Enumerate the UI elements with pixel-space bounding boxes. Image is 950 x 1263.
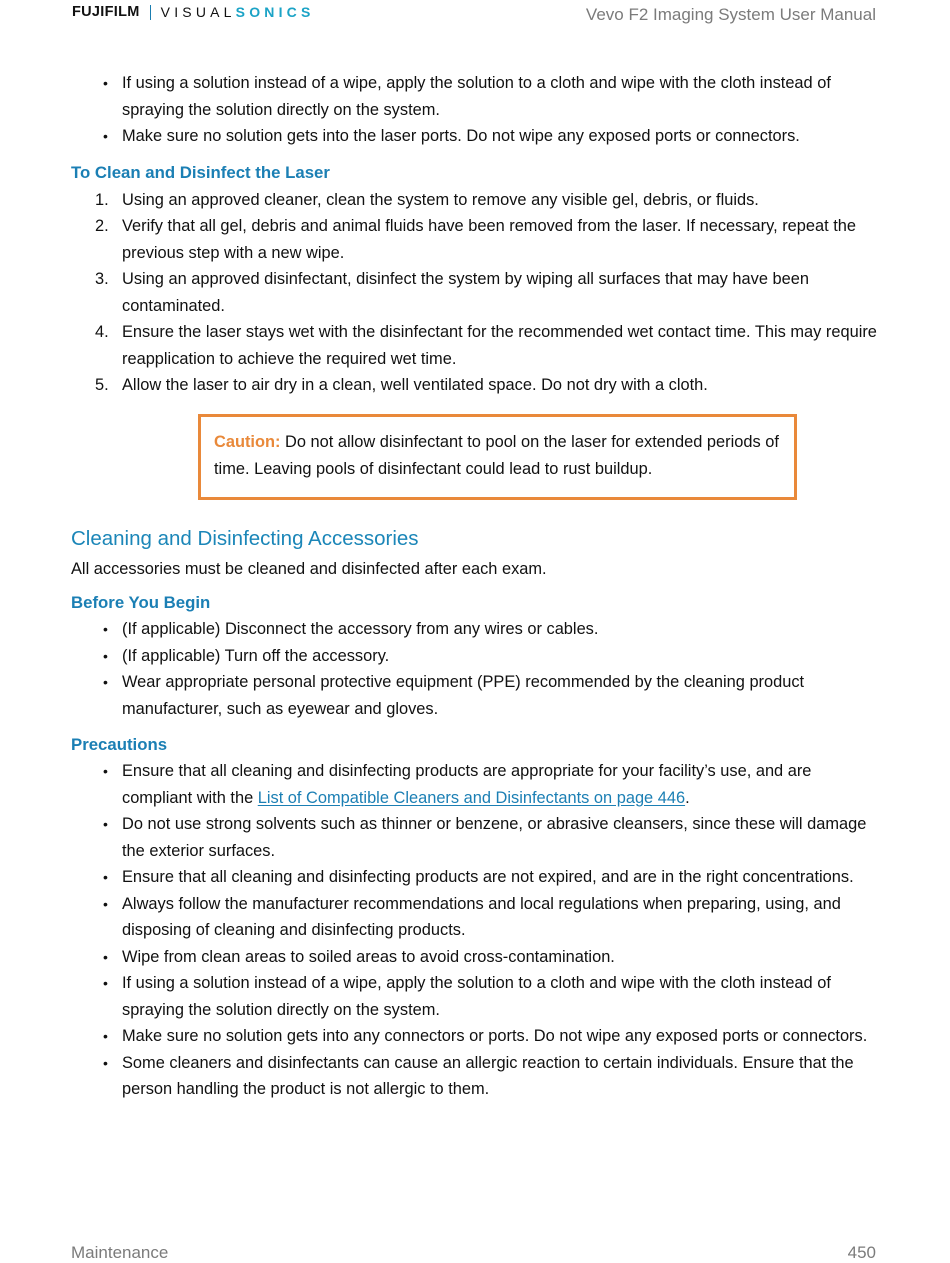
step-text: Using an approved cleaner, clean the system to remove any visible gel, debris, or fluids. xyxy=(122,190,759,209)
laser-steps-list xyxy=(71,187,881,399)
laser-heading: To Clean and Disinfect the Laser xyxy=(71,162,330,182)
precaution-text: Ensure that all cleaning and disinfecting products are appropriate for your facility’s use, and are compliant with the xyxy=(122,762,812,807)
accessories-heading: Cleaning and Disinfecting Accessories xyxy=(71,526,419,550)
list-item: • If using a solution instead of a wipe, apply the solution to a cloth and wipe with the cloth instead of spraying the solution directly on the system. xyxy=(71,970,881,1023)
caution-label: Caution: xyxy=(214,432,281,451)
logo-fujifilm-text: FUJIFILM xyxy=(72,4,140,20)
step-number: 1. xyxy=(95,190,109,209)
list-item: • Make sure no solution gets into the laser ports. Do not wipe any exposed ports or connectors. xyxy=(71,123,881,150)
step-number: 4. xyxy=(95,323,109,341)
list-item: • Always follow the manufacturer recommendations and local regulations when preparing, using, and disposing of cleaning and disinfecting products. xyxy=(71,891,881,944)
step-number: 2. xyxy=(95,217,109,235)
list-item: • Make sure no solution gets into any connectors or ports. Do not wipe any exposed ports or connectors. xyxy=(71,1023,881,1050)
list-item xyxy=(71,187,881,214)
step-number: 3. xyxy=(95,270,109,288)
precautions-list xyxy=(71,758,881,1103)
list-item: • Do not use strong solvents such as thinner or benzene, or abrasive cleansers, since these will damage the exterior surfaces. xyxy=(71,811,881,864)
step-text: Verify that all gel, debris and animal fluids have been removed from the laser. If necessary, repeat the previous step with a new wipe. xyxy=(122,217,857,262)
logo-visualsonics-text xyxy=(161,4,315,20)
list-item xyxy=(71,266,881,319)
before-you-begin-list xyxy=(71,616,881,722)
logo-visual-text: VISUAL xyxy=(160,4,236,20)
list-item: • Some cleaners and disinfectants can cause an allergic reaction to certain individuals. Ensure that the person handling the product is not allergic to them. xyxy=(71,1050,881,1103)
manual-title: Vevo F2 Imaging System User Manual xyxy=(585,5,876,24)
list-item xyxy=(71,758,881,811)
logo-divider xyxy=(150,5,151,20)
list-item: • Ensure that all cleaning and disinfecting products are not expired, and are in the right concentrations. xyxy=(71,864,881,891)
footer-page-number: 450 xyxy=(847,1243,876,1262)
list-item: • Wear appropriate personal protective equipment (PPE) recommended by the cleaning product manufacturer, such as eyewear and gloves. xyxy=(71,669,881,722)
footer-section-name: Maintenance xyxy=(71,1243,169,1262)
precaution-text-suffix: . xyxy=(685,788,690,807)
list-item: • (If applicable) Turn off the accessory. xyxy=(71,643,881,670)
list-item xyxy=(71,319,881,372)
fujifilm-visualsonics-logo xyxy=(72,4,315,20)
step-text: Allow the laser to air dry in a clean, well ventilated space. Do not dry with a cloth. xyxy=(122,376,708,394)
list-item: • Wipe from clean areas to soiled areas to avoid cross-contamination. xyxy=(71,944,881,971)
logo-sonics-text: SONICS xyxy=(235,4,315,20)
list-item: • (If applicable) Disconnect the accessory from any wires or cables. xyxy=(71,616,881,643)
step-text: Ensure the laser stays wet with the disinfectant for the recommended wet contact time. This may require reapplication to achieve the required wet time. xyxy=(122,323,877,368)
before-you-begin-heading: Before You Begin xyxy=(71,593,211,612)
caution-text: Do not allow disinfectant to pool on the laser for extended periods of time. Leaving pools of disinfectant could lead to rust buildup. xyxy=(214,432,779,478)
top-bullet-list xyxy=(71,70,881,150)
page-header xyxy=(0,0,950,32)
step-text: Using an approved disinfectant, disinfect the system by wiping all surfaces that may have been contaminated. xyxy=(122,270,809,315)
accessories-intro: All accessories must be cleaned and disinfected after each exam. xyxy=(71,559,547,578)
list-item xyxy=(71,213,881,266)
page-content xyxy=(71,70,881,1103)
step-number: 5. xyxy=(95,376,109,394)
list-item xyxy=(71,372,881,399)
list-item: • If using a solution instead of a wipe, apply the solution to a cloth and wipe with the cloth instead of spraying the solution directly on the system. xyxy=(71,70,881,123)
precautions-heading: Precautions xyxy=(71,735,168,754)
caution-box xyxy=(198,414,797,500)
compatible-cleaners-link[interactable]: List of Compatible Cleaners and Disinfectants on page 446 xyxy=(257,788,686,807)
